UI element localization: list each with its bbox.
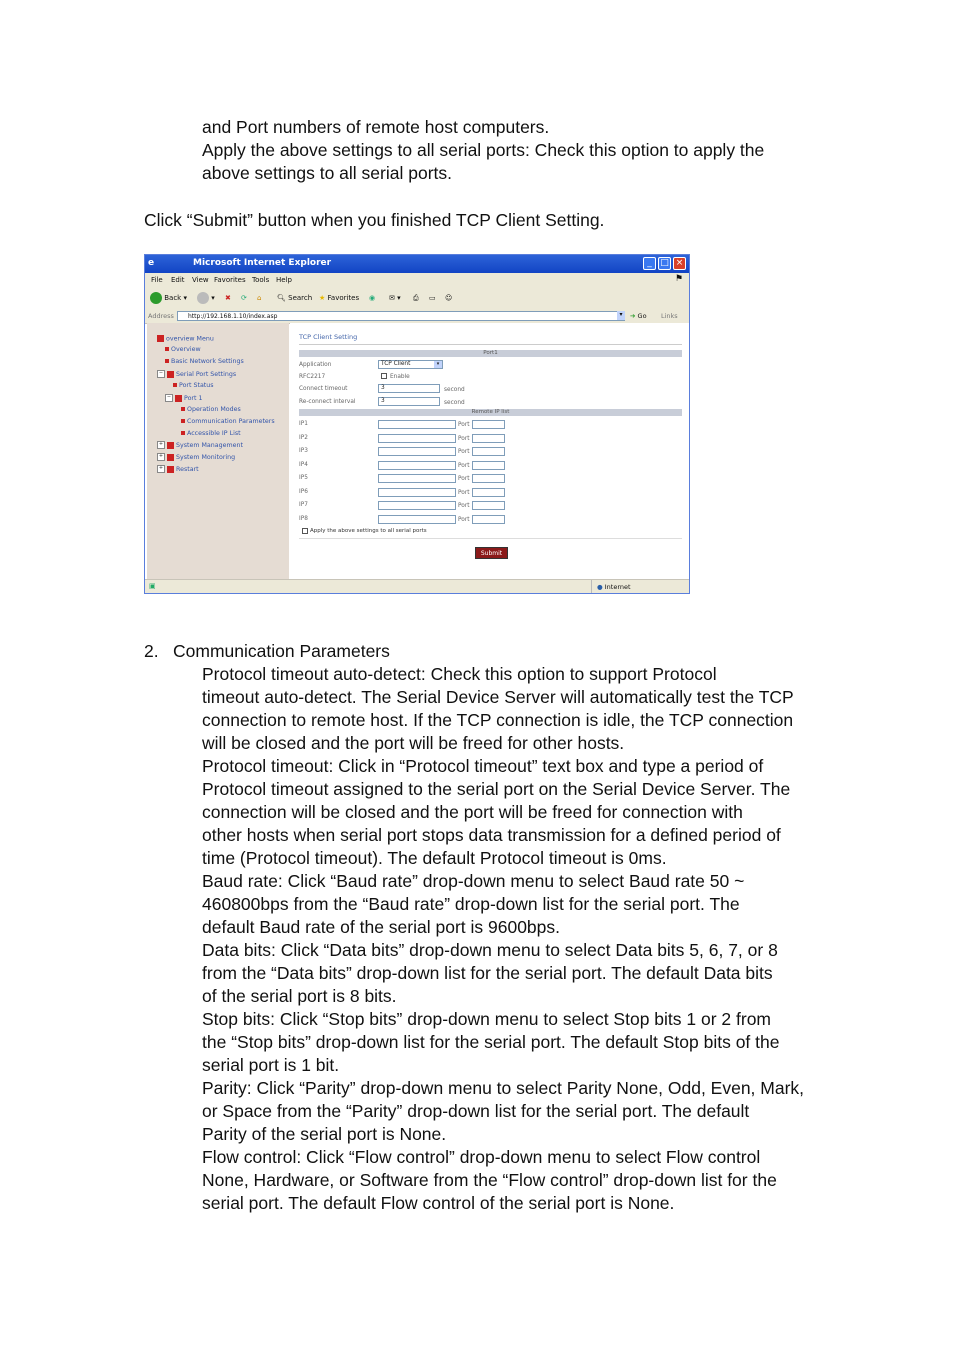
application-label: Application bbox=[299, 362, 332, 368]
folder-icon bbox=[167, 371, 174, 378]
port-label: Port bbox=[458, 449, 470, 455]
ip-input[interactable] bbox=[378, 420, 456, 429]
body-line: serial port is 1 bit. bbox=[202, 1055, 340, 1075]
menu-edit[interactable]: Edit bbox=[171, 276, 185, 284]
forward-button[interactable]: ▾ bbox=[197, 291, 215, 305]
ip-input[interactable] bbox=[378, 501, 456, 510]
maximize-button[interactable]: □ bbox=[658, 257, 671, 270]
ip-label: IP2 bbox=[299, 434, 308, 441]
submit-instruction: Click “Submit” button when you finished TCP Client Setting. bbox=[144, 210, 605, 230]
unit-label: second bbox=[444, 387, 465, 393]
folder-icon bbox=[167, 442, 174, 449]
folder-icon bbox=[167, 466, 174, 473]
close-button[interactable]: × bbox=[673, 257, 686, 270]
links-label[interactable]: Links bbox=[661, 312, 678, 320]
print-icon[interactable]: ⎙ bbox=[413, 294, 419, 302]
rfc2217-checkbox[interactable] bbox=[381, 373, 387, 379]
nav-accessible-ip-list[interactable]: Accessible IP List bbox=[181, 430, 241, 438]
go-arrow-icon: ➔ bbox=[630, 312, 636, 320]
body-line: None, Hardware, or Software from the “Flow control” drop-down list for the bbox=[202, 1170, 777, 1190]
menu-help[interactable]: Help bbox=[276, 276, 292, 284]
body-line: Protocol timeout auto-detect: Check this option to support Protocol bbox=[202, 664, 717, 684]
menu-file[interactable]: File bbox=[151, 276, 163, 284]
home-icon[interactable]: ⌂ bbox=[257, 294, 262, 302]
nav-system-monitoring[interactable]: + System Monitoring bbox=[158, 453, 236, 461]
port-input[interactable] bbox=[472, 447, 505, 456]
page-icon bbox=[165, 347, 169, 351]
intro-line: and Port numbers of remote host computers. bbox=[202, 117, 550, 137]
divider bbox=[591, 580, 592, 594]
search-icon: 🔍︎ bbox=[277, 294, 286, 302]
expand-icon: + bbox=[158, 441, 164, 447]
page-icon bbox=[173, 383, 177, 387]
form-area bbox=[290, 323, 689, 579]
port-label: Port bbox=[458, 476, 470, 482]
remote-ip-header: Remote IP list bbox=[299, 409, 682, 416]
connect-timeout-input[interactable]: 3 bbox=[378, 384, 440, 393]
globe-icon: ● bbox=[597, 583, 603, 591]
history-icon[interactable]: ◉ bbox=[369, 294, 376, 302]
nav-system-management[interactable]: + System Management bbox=[158, 441, 243, 449]
connect-timeout-label: Connect timeout bbox=[299, 386, 348, 392]
page-icon bbox=[181, 419, 185, 423]
nav-overview-menu[interactable]: overview Menu bbox=[157, 335, 214, 344]
body-line: timeout auto-detect. The Serial Device Server will automatically test the TCP bbox=[202, 687, 794, 707]
menu-view[interactable]: View bbox=[192, 276, 209, 284]
star-icon: ★ bbox=[319, 294, 326, 302]
ip-label: IP3 bbox=[299, 448, 308, 454]
toolbar bbox=[145, 287, 689, 310]
body-line: will be closed and the port will be freed for other hosts. bbox=[202, 733, 625, 753]
ip-input[interactable] bbox=[378, 461, 456, 470]
port-input[interactable] bbox=[472, 501, 505, 510]
menu-tools[interactable]: Tools bbox=[252, 276, 270, 284]
unit-label: second bbox=[444, 400, 465, 406]
go-button[interactable]: ➔ Go bbox=[630, 312, 647, 320]
port-input[interactable] bbox=[472, 434, 505, 443]
body-line: Stop bits: Click “Stop bits” drop-down menu to select Stop bits 1 or 2 from bbox=[202, 1009, 771, 1029]
nav-restart[interactable]: + Restart bbox=[158, 465, 199, 473]
body-line: or Space from the “Parity” drop-down list for the serial port. The default bbox=[202, 1101, 750, 1121]
chevron-down-icon: ▾ bbox=[434, 361, 442, 368]
ip-label: IP5 bbox=[299, 475, 308, 481]
rfc2217-enable-label: Enable bbox=[390, 374, 410, 380]
ip-input[interactable] bbox=[378, 488, 456, 497]
refresh-icon[interactable]: ⟳ bbox=[241, 294, 247, 302]
ip-label: IP4 bbox=[299, 461, 308, 468]
ip-input[interactable] bbox=[378, 474, 456, 483]
windows-flag-icon: ⚑ bbox=[674, 274, 683, 284]
body-line: the “Stop bits” drop-down list for the serial port. The default Stop bits of the bbox=[202, 1032, 780, 1052]
page-icon bbox=[181, 407, 185, 411]
nav-operation-modes[interactable]: Operation Modes bbox=[181, 406, 241, 414]
apply-all-label: Apply the above settings to all serial ports bbox=[310, 528, 427, 534]
stop-icon[interactable]: ✖ bbox=[225, 294, 231, 302]
body-line: 460800bps from the “Baud rate” drop-down list for the serial port. The bbox=[202, 894, 740, 914]
body-line: from the “Data bits” drop-down list for the serial port. The default Data bits bbox=[202, 963, 773, 983]
section-number: 2. bbox=[144, 641, 159, 661]
ip-input[interactable] bbox=[378, 447, 456, 456]
apply-all-checkbox[interactable] bbox=[302, 528, 308, 534]
intro-line: Apply the above settings to all serial ports: Check this option to apply the bbox=[202, 140, 765, 160]
nav-serial-port-settings[interactable]: − Serial Port Settings bbox=[158, 370, 237, 378]
body-line: default Baud rate of the serial port is 9600bps. bbox=[202, 917, 561, 937]
minimize-button[interactable]: _ bbox=[643, 257, 656, 270]
folder-icon bbox=[167, 454, 174, 461]
section-heading: Communication Parameters bbox=[173, 641, 390, 661]
port-input[interactable] bbox=[472, 474, 505, 483]
body-line: Parity of the serial port is None. bbox=[202, 1124, 447, 1144]
port-label: Port bbox=[458, 435, 470, 442]
search-button[interactable]: 🔍︎ Search bbox=[277, 294, 313, 302]
menu-bar bbox=[145, 273, 689, 288]
ip-label: IP7 bbox=[299, 502, 308, 508]
collapse-icon: − bbox=[166, 394, 172, 400]
page-icon bbox=[165, 359, 169, 363]
port-input[interactable] bbox=[472, 515, 505, 524]
nav-communication-parameters[interactable]: Communication Parameters bbox=[181, 418, 275, 426]
body-line: time (Protocol timeout). The default Protocol timeout is 0ms. bbox=[202, 848, 667, 868]
body-line: Data bits: Click “Data bits” drop-down menu to select Data bits 5, 6, 7, or 8 bbox=[202, 940, 778, 960]
divider bbox=[299, 538, 682, 539]
favorites-button[interactable]: ★ Favorites bbox=[319, 294, 360, 302]
port-input[interactable] bbox=[472, 488, 505, 497]
form-title: TCP Client Setting bbox=[299, 333, 358, 341]
page-icon bbox=[181, 431, 185, 435]
nav-basic-network[interactable]: Basic Network Settings bbox=[165, 358, 244, 366]
port-label: Port bbox=[458, 489, 470, 496]
submit-button[interactable]: Submit bbox=[475, 547, 508, 559]
port-label: Port bbox=[458, 503, 470, 509]
body-line: Flow control: Click “Flow control” drop-down menu to select Flow control bbox=[202, 1147, 761, 1167]
ip-input[interactable] bbox=[378, 434, 456, 443]
body-line: Protocol timeout: Click in “Protocol timeout” text box and type a period of bbox=[202, 756, 764, 776]
port-label: Port bbox=[458, 422, 470, 428]
body-line: other hosts when serial port stops data transmission for a defined period of bbox=[202, 825, 781, 845]
browser-screenshot bbox=[144, 254, 690, 594]
page-icon: ▣ bbox=[149, 582, 156, 590]
ie-icon: e bbox=[148, 258, 155, 268]
port-header: Port1 bbox=[299, 350, 682, 357]
messenger-icon[interactable]: ☺ bbox=[445, 294, 453, 302]
port-label: Port bbox=[458, 516, 470, 523]
collapse-icon: − bbox=[158, 370, 164, 376]
folder-icon bbox=[157, 335, 164, 342]
port-label: Port bbox=[458, 462, 470, 469]
ip-label: IP8 bbox=[299, 515, 308, 522]
intro-line: above settings to all serial ports. bbox=[202, 163, 452, 183]
body-line: Protocol timeout assigned to the serial port on the Serial Device Server. The bbox=[202, 779, 791, 799]
ip-label: IP6 bbox=[299, 488, 308, 495]
nav-port-1[interactable]: − Port 1 bbox=[166, 394, 203, 402]
back-button[interactable]: Back ▾ bbox=[150, 291, 187, 305]
reconnect-input[interactable]: 3 bbox=[378, 397, 440, 406]
window-title: Microsoft Internet Explorer bbox=[193, 258, 332, 268]
rfc2217-label: RFC2217 bbox=[299, 374, 326, 380]
mail-icon[interactable]: ✉ ▾ bbox=[389, 294, 401, 302]
nav-port-status[interactable]: Port Status bbox=[173, 382, 214, 390]
body-line: connection to remote host. If the TCP connection is idle, the TCP connection bbox=[202, 710, 794, 730]
status-bar bbox=[145, 579, 689, 594]
left-nav bbox=[147, 323, 289, 579]
internet-zone: ● Internet bbox=[597, 583, 631, 591]
address-label: Address bbox=[148, 312, 174, 320]
expand-icon: + bbox=[158, 453, 164, 459]
body-line: serial port. The default Flow control of the serial port is None. bbox=[202, 1193, 675, 1213]
address-bar bbox=[145, 309, 689, 324]
nav-overview[interactable]: Overview bbox=[165, 346, 201, 354]
back-arrow-icon bbox=[150, 292, 162, 304]
body-line: Baud rate: Click “Baud rate” drop-down menu to select Baud rate 50 ~ bbox=[202, 871, 745, 891]
folder-icon bbox=[175, 395, 182, 402]
divider bbox=[299, 344, 682, 345]
port-input[interactable] bbox=[472, 420, 505, 429]
body-line: connection will be closed and the port will be freed for connection with bbox=[202, 802, 743, 822]
forward-arrow-icon bbox=[197, 292, 209, 304]
body-line: of the serial port is 8 bits. bbox=[202, 986, 397, 1006]
edit-icon[interactable]: ▭ bbox=[429, 294, 436, 302]
menu-favorites[interactable]: Favorites bbox=[214, 276, 246, 284]
address-input[interactable]: http://192.168.1.10/index.asp bbox=[177, 311, 625, 321]
application-select[interactable]: TCP Client ▾ bbox=[378, 360, 443, 369]
reconnect-label: Re-connect interval bbox=[299, 399, 356, 405]
title-bar bbox=[145, 255, 689, 273]
ip-label: IP1 bbox=[299, 421, 308, 427]
port-input[interactable] bbox=[472, 461, 505, 470]
body-line: Parity: Click “Parity” drop-down menu to select Parity None, Odd, Even, Mark, bbox=[202, 1078, 805, 1098]
ip-input[interactable] bbox=[378, 515, 456, 524]
expand-icon: + bbox=[158, 465, 164, 471]
address-dropdown-icon[interactable]: ▾ bbox=[617, 311, 625, 320]
